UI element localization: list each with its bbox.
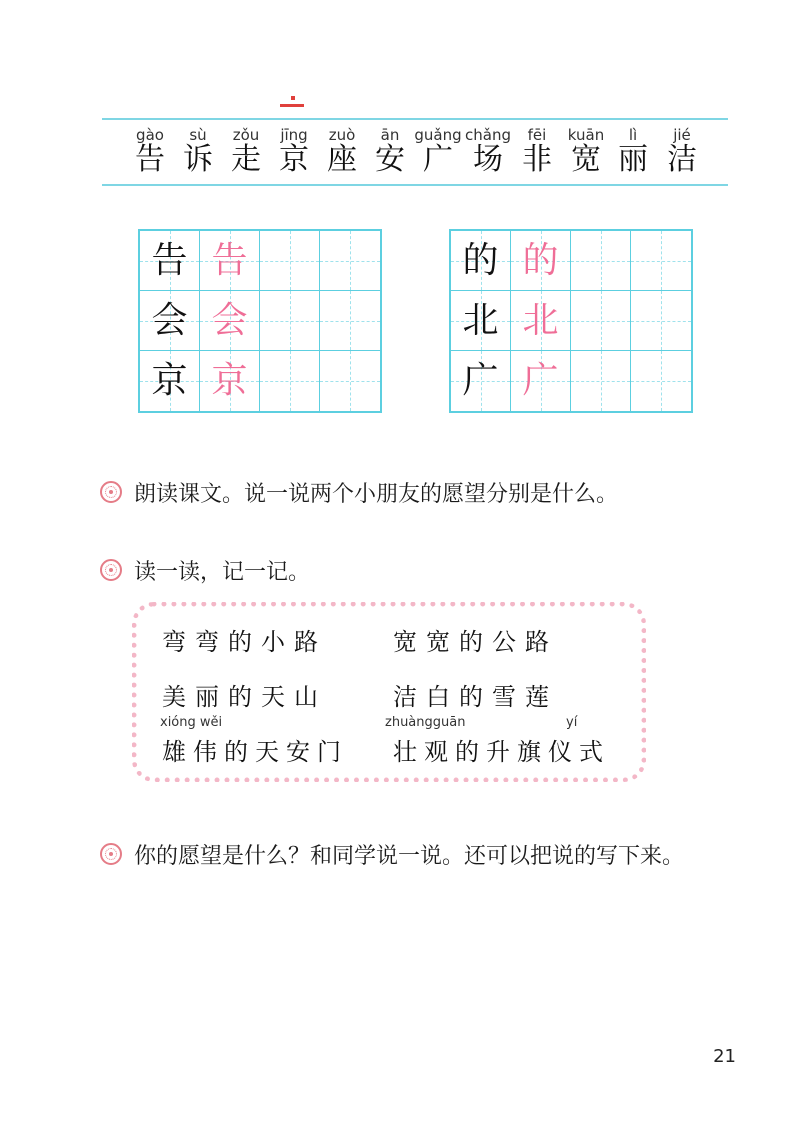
phrase-pinyin: xióng wěi — [160, 715, 223, 730]
grid-cell-empty[interactable] — [320, 231, 380, 291]
grid-cell-empty[interactable] — [571, 291, 631, 351]
phrase: 美丽的天山 — [162, 683, 327, 711]
grid-cell-model — [140, 291, 200, 351]
model-char: 告 — [151, 239, 188, 281]
vocab-pinyin: jié — [673, 126, 691, 144]
grid-cell-empty[interactable] — [631, 291, 691, 351]
grid-cell-model — [140, 231, 200, 291]
phrase: 雄伟的天安门 — [162, 738, 348, 766]
seal-icon — [100, 843, 122, 865]
seal-icon — [100, 559, 122, 581]
vocab-pinyin: guǎng — [414, 126, 462, 144]
trace-char: 会 — [211, 299, 248, 341]
phrase: 弯弯的小路 — [162, 628, 327, 656]
vocab-pinyin: jīng — [280, 126, 308, 144]
grid-cell-empty[interactable] — [260, 351, 320, 411]
vocab-pinyin: kuān — [567, 126, 605, 144]
instruction-text: 你的愿望是什么？和同学说一说。还可以把说的写下来。 — [134, 843, 685, 869]
trace-char: 北 — [522, 299, 559, 341]
vocab-char: 场 — [473, 142, 503, 177]
grid-cell-trace — [200, 291, 260, 351]
grid-cell-model — [451, 231, 511, 291]
instruction-read-remember — [100, 555, 310, 585]
vocab-char: 安 — [375, 142, 405, 177]
grid-cell-empty[interactable] — [320, 291, 380, 351]
grid-cell-trace — [511, 351, 571, 411]
vocab-top-line — [102, 118, 728, 120]
trace-char: 广 — [522, 360, 559, 401]
instruction-text: 读一读，记一记。 — [134, 559, 311, 585]
vocab-char: 座 — [327, 142, 357, 177]
grid-cell-empty[interactable] — [571, 231, 631, 291]
grid-cell-model — [451, 351, 511, 411]
phrase: 宽宽的公路 — [393, 628, 558, 656]
instruction-read-aloud — [100, 477, 618, 507]
trace-char: 的 — [522, 239, 559, 281]
vocab-char: 告 — [135, 142, 165, 177]
vocab-char: 宽 — [571, 142, 601, 177]
vocab-pinyin: fēi — [527, 126, 547, 144]
grid-cell-trace — [511, 231, 571, 291]
vocab-bottom-line — [102, 184, 728, 186]
page-number: 21 — [713, 1046, 736, 1067]
phrase-pinyin: zhuàngguān — [385, 715, 466, 730]
instruction-share-wish — [100, 839, 684, 869]
phrase: 壮观的升旗仪式 — [393, 738, 610, 766]
seal-icon — [100, 481, 122, 503]
model-char: 北 — [462, 299, 499, 341]
phrase: 洁白的雪莲 — [393, 683, 558, 711]
phrase-pinyin: yí — [566, 715, 578, 730]
vocab-pinyin: zuò — [328, 126, 356, 144]
vocab-char: 广 — [423, 142, 453, 177]
writing-grid-left — [138, 229, 382, 413]
vocab-char: 丽 — [618, 142, 648, 177]
grid-cell-empty[interactable] — [320, 351, 380, 411]
grid-cell-trace — [200, 231, 260, 291]
model-char: 会 — [151, 299, 188, 341]
vocab-pinyin: gào — [136, 126, 164, 144]
grid-cell-empty[interactable] — [571, 351, 631, 411]
model-char: 的 — [462, 239, 499, 281]
vocab-pinyin: zǒu — [232, 126, 260, 144]
trace-char: 告 — [211, 239, 248, 281]
stroke-hint-mark — [280, 96, 306, 110]
model-char: 京 — [151, 360, 188, 401]
vocab-char: 诉 — [183, 142, 213, 177]
vocab-pinyin: ān — [380, 126, 400, 144]
grid-cell-empty[interactable] — [260, 231, 320, 291]
grid-cell-trace — [511, 291, 571, 351]
vocab-pinyin: lì — [628, 126, 638, 144]
vocab-char: 洁 — [667, 142, 697, 177]
grid-cell-empty[interactable] — [631, 351, 691, 411]
grid-cell-model — [451, 291, 511, 351]
vocab-char: 京 — [279, 142, 309, 177]
vocab-char: 非 — [522, 142, 552, 177]
vocab-char: 走 — [231, 142, 261, 177]
vocab-pinyin: chǎng — [465, 126, 511, 144]
writing-grid-right — [449, 229, 693, 413]
vocab-pinyin: sù — [189, 126, 207, 144]
model-char: 广 — [462, 360, 499, 401]
trace-char: 京 — [211, 360, 248, 401]
grid-cell-model — [140, 351, 200, 411]
grid-cell-trace — [200, 351, 260, 411]
grid-cell-empty[interactable] — [260, 291, 320, 351]
instruction-text: 朗读课文。说一说两个小朋友的愿望分别是什么。 — [134, 481, 619, 507]
grid-cell-empty[interactable] — [631, 231, 691, 291]
